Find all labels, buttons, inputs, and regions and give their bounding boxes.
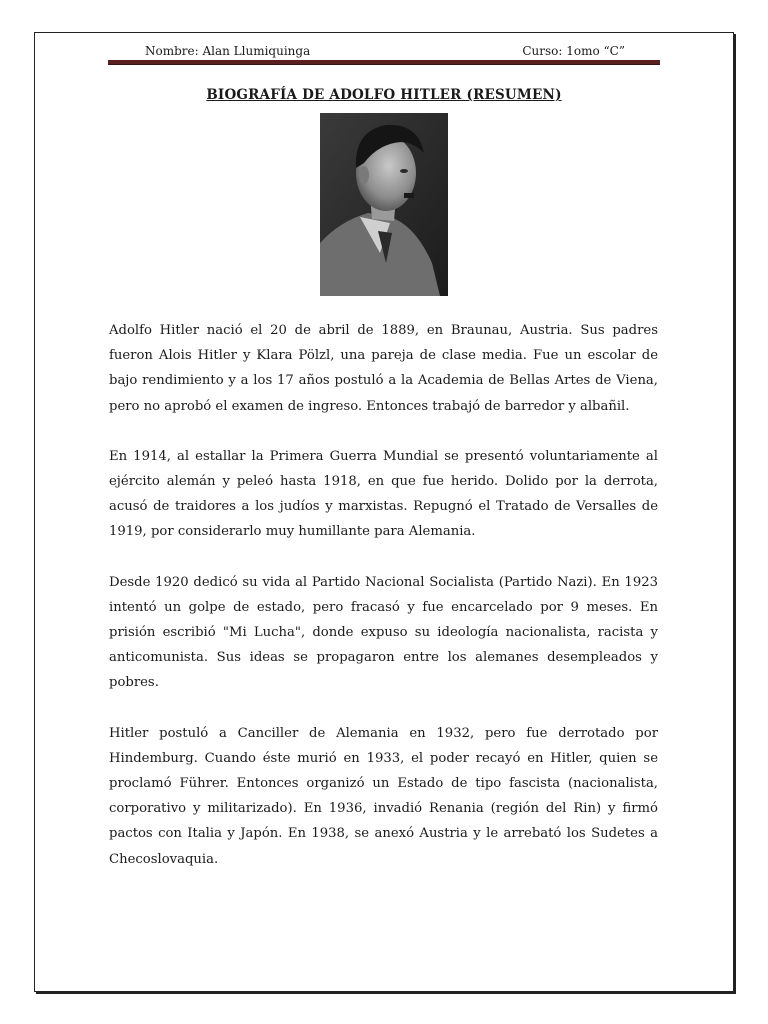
paragraph-2: En 1914, al estallar la Primera Guerra Mundial se presentó voluntariamente al ejército alemán y peleó hasta 1918, en que fue herido. Dolido por la derrota, acusó de traidores a los judíos y marxistas. Repugnó el Tratado de Versalles de 1919, por considerarlo muy humillante para Alemania. bbox=[109, 448, 658, 540]
portrait-photo bbox=[320, 113, 448, 296]
biography-text bbox=[109, 318, 658, 897]
course-label: Curso: 1omo “C” bbox=[522, 44, 625, 58]
paragraph-3: Desde 1920 dedicó su vida al Partido Nacional Socialista (Partido Nazi). En 1923 intentó un golpe de estado, pero fracasó y fue encarcelado por 9 meses. En prisión escribió "Mi Lucha", donde expuso su ideología nacionalista, racista y anticomunista. Sus ideas se propagaron entre los alemanes desempleados y pobres. bbox=[109, 574, 658, 691]
header-rule bbox=[108, 60, 660, 65]
paragraph-4: Hitler postuló a Canciller de Alemania en 1932, pero fue derrotado por Hindemburg. Cuando éste murió en 1933, el poder recayó en Hitler, quien se proclamó Führer. Entonces organizó un Estado de tipo fascista (nacionalista, corporativo y militarizado). En 1936, invadió Renania (región del Rin) y firmó pactos con Italia y Japón. En 1938, se anexó Austria y le arrebató los Sudetes a Checoslovaquia. bbox=[109, 725, 658, 867]
student-name: Nombre: Alan Llumiquinga bbox=[145, 44, 311, 58]
paragraph-1: Adolfo Hitler nació el 20 de abril de 1889, en Braunau, Austria. Sus padres fueron Alois Hitler y Klara Pölzl, una pareja de clase media. Fue un escolar de bajo rendimiento y a los 17 años postuló a la Academia de Bellas Artes de Viena, pero no aprobó el examen de ingreso. Entonces trabajó de barredor y albañil. bbox=[109, 323, 658, 414]
document-title: BIOGRAFÍA DE ADOLFO HITLER (RESUMEN) bbox=[206, 87, 562, 103]
